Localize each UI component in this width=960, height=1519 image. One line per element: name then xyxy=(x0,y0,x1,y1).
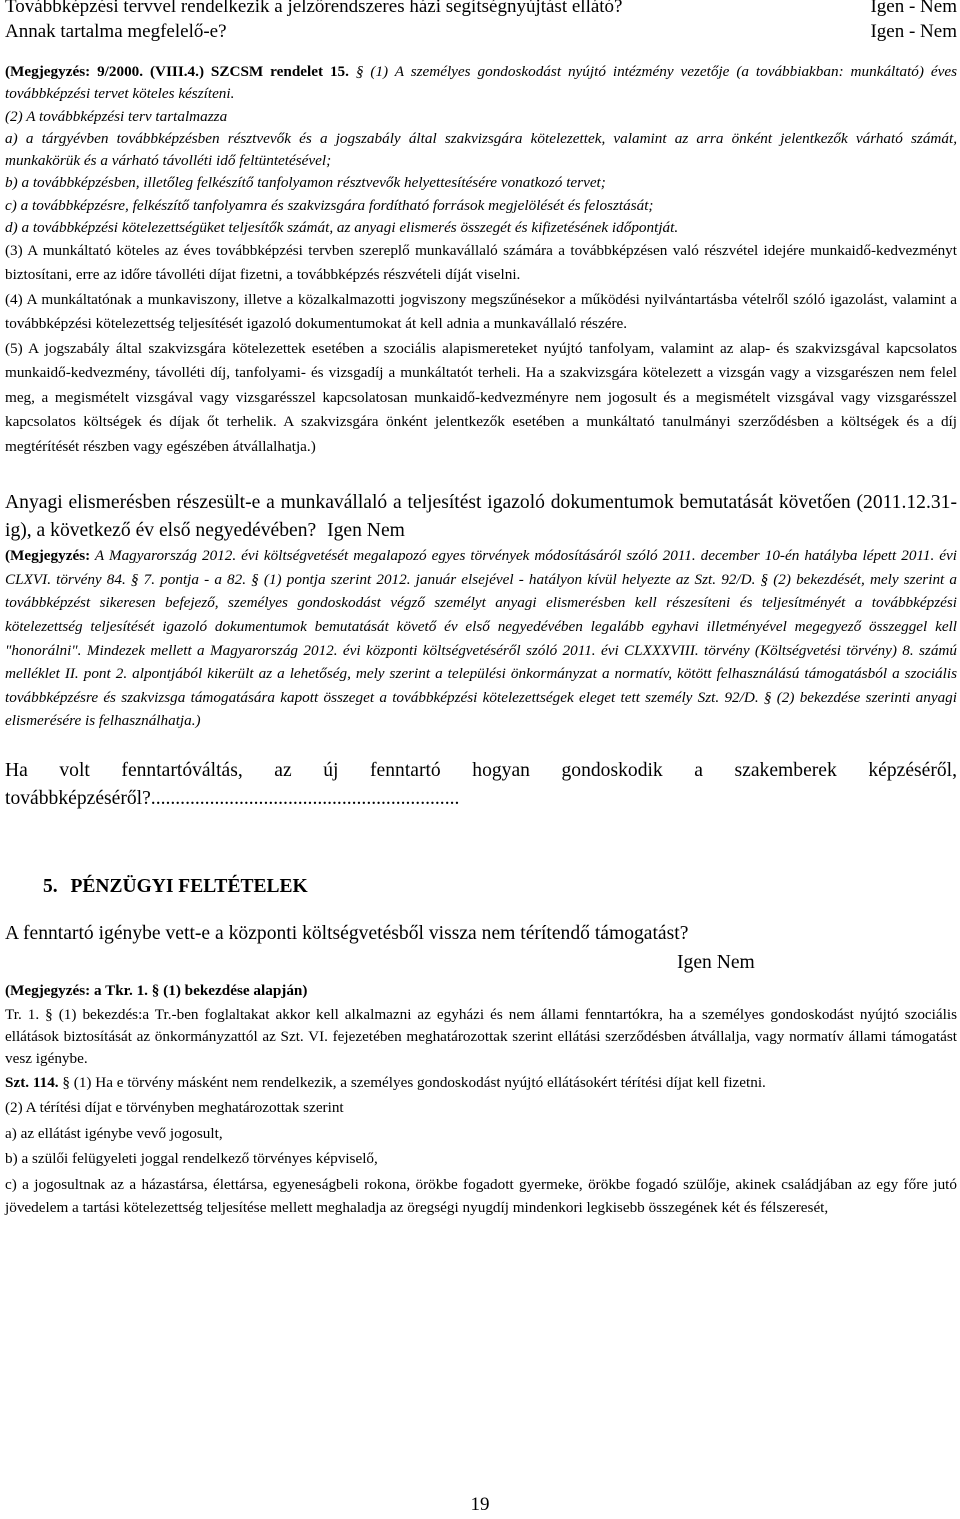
question-5-yesno: Igen Nem xyxy=(677,951,755,973)
question-2 xyxy=(5,20,957,43)
note-1-para: (2) A továbbképzési terv tartalmazza xyxy=(5,108,228,126)
page-number: 19 xyxy=(470,1494,490,1515)
note-1-para: § (1) A személyes gondoskodást nyújtó intézmény vezetője (a továbbiakban: munkáltató) éves továbbképzési tervet köteles készíteni. xyxy=(5,63,958,103)
note-3 xyxy=(5,980,957,1220)
question-1-text: Továbbképzési tervvel rendelkezik a jelzőrendszeres házi segítségnyújtást ellátó? xyxy=(5,0,623,17)
document-page xyxy=(5,0,957,1220)
question-1 xyxy=(5,0,957,18)
question-1-yesno: Igen - Nem xyxy=(870,0,957,17)
note-1-lead: (Megjegyzés: 9/2000. (VIII.4.) SZCSM rendelet 15. xyxy=(5,63,349,80)
note-1-para: (3) A munkáltató köteles az éves továbbképzési tervben szereplő munkavállaló számára a továbbképzésen való részvétel idejére munkaidő-kedvezményt biztosítani, erre az időre távolléti díjat fizetni, a továbbképzés részvételi díját viselni. xyxy=(5,241,957,284)
note-1 xyxy=(5,61,957,459)
question-4: Ha volt fenntartóváltás, az új fenntartó hogyan gondoskodik a szakemberek képzéséről, továbbképzéséről?............................................................... xyxy=(5,760,957,809)
note-1-para: c) a továbbképzésre, felkészítő tanfolyamra és szakvizsgára fordítható források megjelölését és felosztását; xyxy=(5,196,654,214)
note-3-head: (Megjegyzés: a Tkr. 1. § (1) bekezdése alapján) xyxy=(5,982,308,999)
note-3-szt: § (1) Ha e törvény másként nem rendelkezik, a személyes gondoskodást nyújtó ellátásokért térítési díjat kell fizetni. xyxy=(62,1074,766,1092)
question-3-yesno: Igen Nem xyxy=(327,519,405,541)
note-3-item: a) az ellátást igénybe vevő jogosult, xyxy=(5,1124,223,1142)
question-2-text: Annak tartalma megfelelő-e? xyxy=(5,21,227,42)
question-2-yesno: Igen - Nem xyxy=(870,21,957,42)
question-3 xyxy=(5,489,957,544)
note-3-tkr: Tr. 1. § (1) bekezdés:a Tr.-ben foglaltakat akkor kell alkalmazni az egyházi és nem állami fenntartókra, ha a személyes gondoskodást nyújtó szociális ellátások biztosítását az önkormányzattól az Szt. VI. fejezetében meghatározottak szerint ellátási szerződésben átvállalja, vagy normatív állami támogatást vesz igénybe. xyxy=(5,1006,957,1068)
section-5-heading xyxy=(5,876,957,898)
section-5-title: PÉNZÜGYI FELTÉTELEK xyxy=(70,876,308,897)
section-5-number: 5. xyxy=(43,876,58,897)
question-5: A fenntartó igénybe vett-e a központi költségvetésből vissza nem térítendő támogatást? xyxy=(5,923,689,944)
note-1-para: d) a továbbképzési kötelezettségüket teljesítők számát, az anyagi elismerés összegét és kifizetésének időpontját. xyxy=(5,218,679,236)
question-3-text: Anyagi elismerésben részesült-e a munkavállaló a teljesítést igazoló dokumentumok bemutatását követően (2011.12.31-ig), a következő év első negyedévében? xyxy=(5,492,957,541)
note-1-para: a) a tárgyévben továbbképzésben résztvevők és a jogszabály által szakvizsgára kötelezettek, valamint az arra önként jelentkezők várható számát, munkakörük és a várható távolléti idő feltüntetésével; xyxy=(5,130,957,170)
note-3-szt-lead: Szt. 114. xyxy=(5,1074,59,1092)
note-1-para: (5) A jogszabály által szakvizsgára kötelezettek esetében a szociális alapismereteket nyújtó tanfolyam, valamint az alap- és szakvizsgával kapcsolatos munkaidő-kedvezmény, távolléti díj, tanfolyami- és vizsgadíj a munkáltatót terheli. Ha a szakvizsgára kötelezett a vizsgán vagy a vizsgarészen nem felel meg, a megismételt vizsgával vagy vizsgarésszel kapcsolatosan munkaidő-kedvezményre nem jogosult és a megismételt vizsgával vagy vizsgarésszel kapcsolatos költségek és díjak őt terhelik. A szakvizsgára önként jelentkezők esetében a munkáltató tanulmányi szerződésben a költségek és a díj megtérítését részben vagy egészében átvállalhatja.) xyxy=(5,339,957,455)
note-3-item: b) a szülői felügyeleti joggal rendelkező törvényes képviselő, xyxy=(5,1149,378,1167)
note-1-para: b) a továbbképzésben, illetőleg felkészítő tanfolyamon résztvevők helyettesítésére vonatkozó tervet; xyxy=(5,174,606,192)
note-3-item: (2) A térítési díjat e törvényben meghatározottak szerint xyxy=(5,1099,344,1117)
note-2-text: A Magyarország 2012. évi költségvetését megalapozó egyes törvények módosításáról szóló 2011. december 10-én hatályba lépett 2011. évi CLXVI. törvény 84. § 7. pontja - a 82. § (1) pontja szerint 2012. január elsejével - hatályon kívül helyezte az Szt. 92/D. § (2) bekezdését, mely szerint a továbbképzést sikeresen befejező, személyes gondoskodást végző személyt anyagi elismerésben kell részesíteni és teljesítményét a továbbképzési kötelezettség teljesítését igazoló dokumentumok bemutatását követő év első negyedévében legalább egyhavi illetményével megegyező összeggel kell "honorálni". Mindezek mellett a Magyarország 2012. évi központi költségvetéséről szóló 2011. évi CLXXXVIII. törvény (Költségvetési törvény) 8. számú melléklet II. pont 2. alpontjából kikerült az a lehetőség, mely szerint a települési önkormányzat a normatív, kötött felhasználású támogatásból a szociális továbbképzésre és szakvizsga támogatására kapott összeget a továbbképzési kötelezettségek eleget tett személy Szt. 92/D. § (2) bekezdése szerinti anyagi elismerésére is felhasználhatja.) xyxy=(5,547,957,730)
note-2-lead: (Megjegyzés: xyxy=(5,547,91,565)
note-3-item: c) a jogosultnak az a házastársa, élettársa, egyeneságbeli rokona, örökbe fogadott gyermeke, örökbe fogadó szülője, akinek családjában az egy főre jutó jövedelem a tartási kötelezettség teljesítése mellett meghaladja az öregségi nyugdíj mindenkori legkisebb összegének két és félszeresét, xyxy=(5,1175,957,1217)
note-2 xyxy=(5,544,957,733)
note-1-para: (4) A munkáltatónak a munkaviszony, illetve a közalkalmazotti jogviszony megszűnésekor a működési nyilvántartásba vételről szóló igazolást, valamint a továbbképzési kötelezettség teljesítését igazoló dokumentumokat át kell adnia a munkavállaló részére. xyxy=(5,290,957,333)
